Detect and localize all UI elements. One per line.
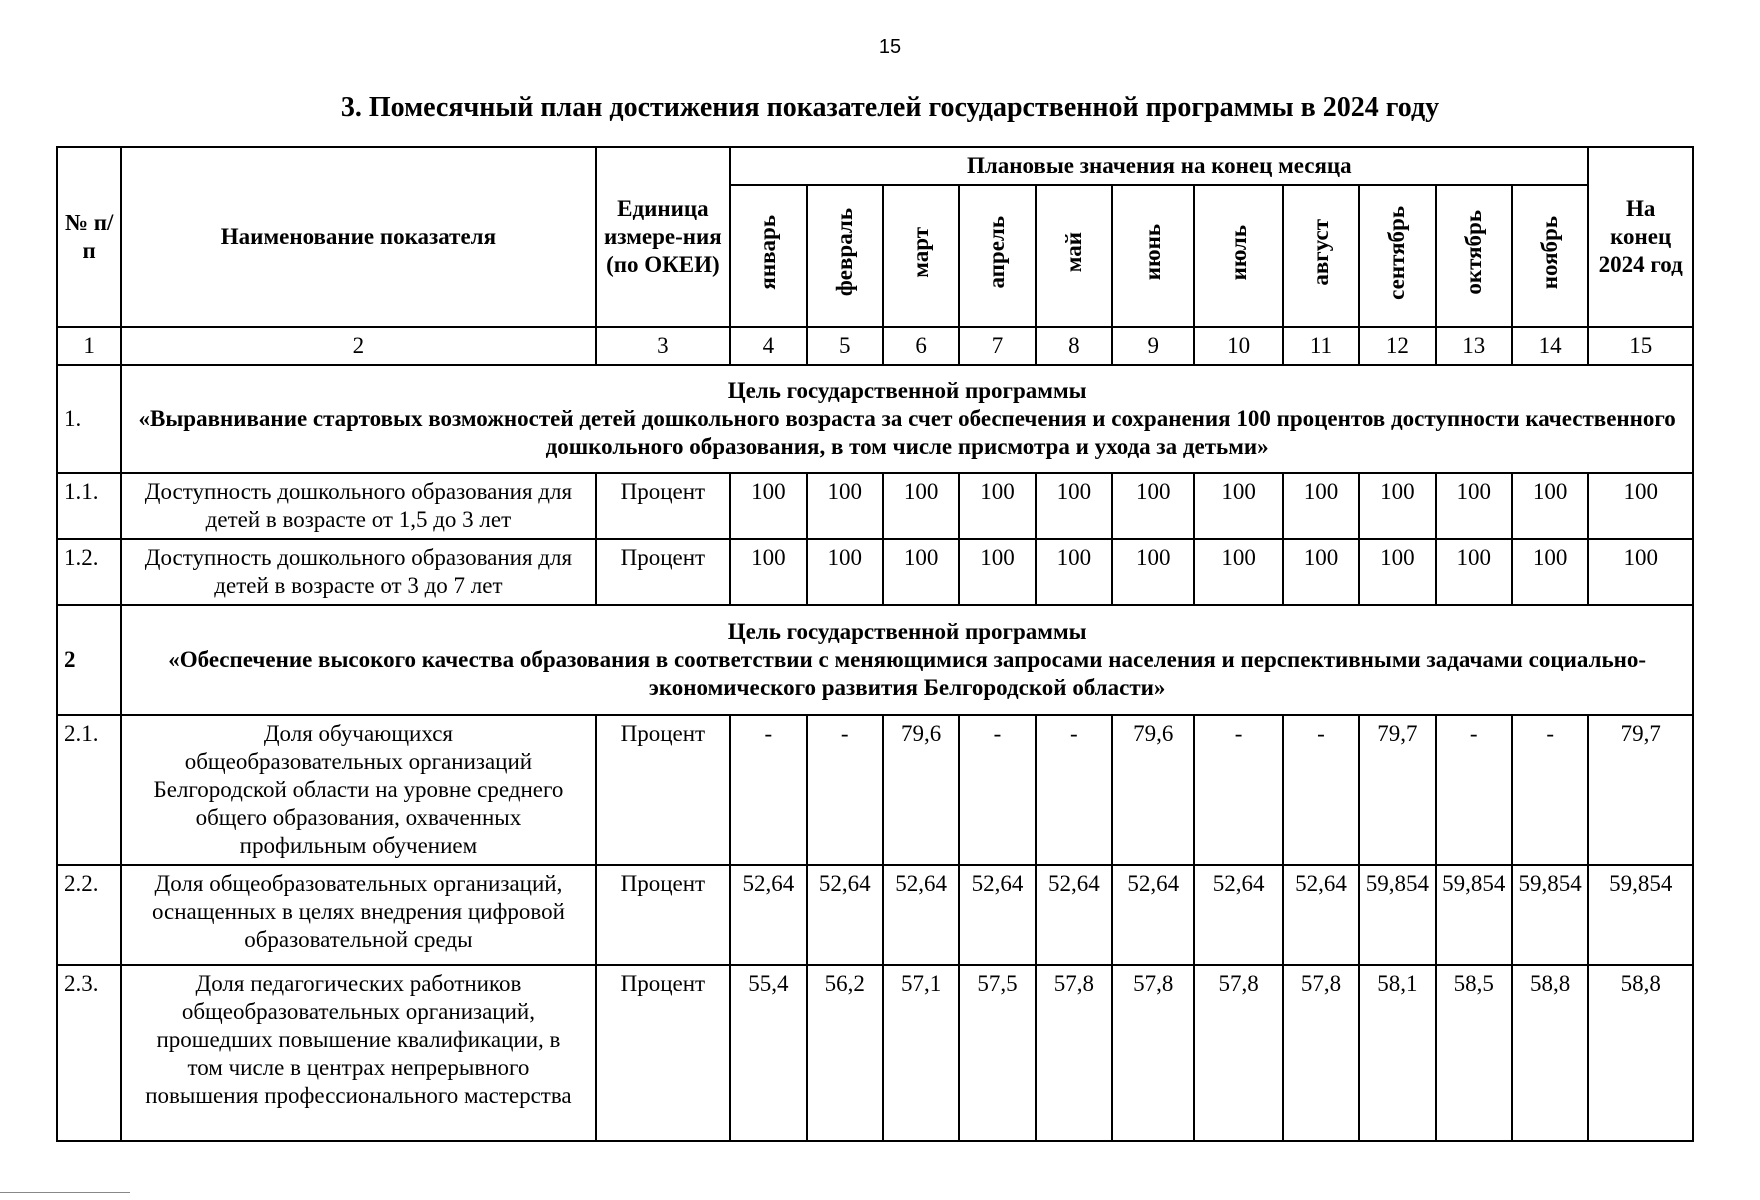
month-value: 57,8 [1194, 965, 1282, 1141]
month-label: февраль [831, 208, 857, 297]
month-value: 100 [1194, 539, 1282, 605]
row-number: 2.3. [57, 965, 121, 1141]
month-label: август [1307, 219, 1333, 286]
month-value: 57,8 [1036, 965, 1112, 1141]
indicators-table [56, 146, 1694, 1142]
goal-number: 2 [57, 605, 121, 715]
unit-cell: Процент [596, 539, 731, 605]
month-value: 100 [959, 539, 1035, 605]
month-value: 100 [1436, 539, 1512, 605]
month-value: 52,64 [1194, 865, 1282, 965]
month-value: 100 [1436, 473, 1512, 539]
month-value: 100 [1112, 539, 1194, 605]
month-value: 100 [1036, 473, 1112, 539]
column-index: 8 [1036, 327, 1112, 365]
header-row [57, 147, 1693, 185]
month-value: 52,64 [883, 865, 959, 965]
month-header [1036, 185, 1112, 327]
month-value: 100 [1112, 473, 1194, 539]
table-row [57, 965, 1693, 1141]
end-year-value: 79,7 [1588, 715, 1693, 865]
end-year-value: 59,854 [1588, 865, 1693, 965]
month-value: 52,64 [959, 865, 1035, 965]
goal-heading [121, 365, 1693, 473]
row-number: 1.1. [57, 473, 121, 539]
month-value: 59,854 [1436, 865, 1512, 965]
unit-cell: Процент [596, 865, 731, 965]
unit-cell: Процент [596, 965, 731, 1141]
month-header [807, 185, 883, 327]
indicator-name: Доля педагогических работников общеобразовательных организаций, прошедших повышение квалификации, в том числе в центрах непрерывного повышения профессионального мастерства [121, 965, 595, 1141]
month-value: 56,2 [807, 965, 883, 1141]
month-value: 59,854 [1512, 865, 1589, 965]
month-header [730, 185, 806, 327]
month-value: 79,6 [1112, 715, 1194, 865]
month-header [959, 185, 1035, 327]
column-index: 15 [1588, 327, 1693, 365]
goal-number: 1. [57, 365, 121, 473]
goal-text: «Выравнивание стартовых возможностей детей дошкольного возраста за счет обеспечения и сохранения 100 процентов доступности качественного дошкольного образования, в том числе присмотра и ухода за детьми» [138, 406, 1676, 459]
month-header [1194, 185, 1282, 327]
header-plan-group: Плановые значения на конец месяца [730, 147, 1588, 185]
month-value: 100 [807, 473, 883, 539]
table-row [57, 539, 1693, 605]
goal-row [57, 365, 1693, 473]
month-value: 52,64 [730, 865, 806, 965]
month-value: - [1036, 715, 1112, 865]
table-row [57, 865, 1693, 965]
goal-heading [121, 605, 1693, 715]
month-label: июль [1225, 224, 1251, 281]
month-value: 57,8 [1283, 965, 1359, 1141]
month-value: 59,854 [1359, 865, 1435, 965]
month-label: май [1060, 232, 1086, 273]
month-label: июнь [1140, 224, 1166, 281]
column-index: 11 [1283, 327, 1359, 365]
month-value: 100 [1283, 473, 1359, 539]
end-year-value: 100 [1588, 473, 1693, 539]
month-value: 52,64 [1036, 865, 1112, 965]
column-index: 7 [959, 327, 1035, 365]
header-name: Наименование показателя [121, 147, 595, 327]
indicator-name: Доступность дошкольного образования для детей в возрасте от 3 до 7 лет [121, 539, 595, 605]
month-value: - [1194, 715, 1282, 865]
month-value: 58,5 [1436, 965, 1512, 1141]
column-index: 5 [807, 327, 883, 365]
indicator-name: Доля обучающихся общеобразовательных организаций Белгородской области на уровне среднего общего образования, охваченных профильным обучением [121, 715, 595, 865]
month-header [1283, 185, 1359, 327]
header-unit: Единица измере-ния (по ОКЕИ) [596, 147, 731, 327]
month-value: 79,7 [1359, 715, 1435, 865]
row-number: 2.2. [57, 865, 121, 965]
unit-cell: Процент [596, 715, 731, 865]
column-index-row [57, 327, 1693, 365]
indicator-name: Доля общеобразовательных организаций, оснащенных в целях внедрения цифровой образовательной среды [121, 865, 595, 965]
month-header [883, 185, 959, 327]
end-year-value: 100 [1588, 539, 1693, 605]
month-value: 100 [883, 473, 959, 539]
month-header [1512, 185, 1589, 327]
month-value: - [1512, 715, 1589, 865]
month-value: 79,6 [883, 715, 959, 865]
month-value: 100 [1512, 473, 1589, 539]
footer-divider [0, 1192, 130, 1193]
table-row [57, 715, 1693, 865]
end-year-value: 58,8 [1588, 965, 1693, 1141]
month-header [1112, 185, 1194, 327]
column-index: 1 [57, 327, 121, 365]
month-value: - [730, 715, 806, 865]
month-label: апрель [984, 216, 1010, 289]
goal-label: Цель государственной программы [727, 619, 1087, 644]
month-value: 57,5 [959, 965, 1035, 1141]
header-num: № п/п [57, 147, 121, 327]
goal-label: Цель государственной программы [727, 378, 1087, 403]
month-value: - [807, 715, 883, 865]
month-value: - [959, 715, 1035, 865]
goal-row [57, 605, 1693, 715]
month-value: - [1283, 715, 1359, 865]
month-header [1359, 185, 1435, 327]
month-value: 100 [1283, 539, 1359, 605]
table-row [57, 473, 1693, 539]
month-value: 57,1 [883, 965, 959, 1141]
month-label: октябрь [1460, 210, 1486, 295]
column-index: 14 [1512, 327, 1589, 365]
month-value: 100 [807, 539, 883, 605]
goal-text: «Обеспечение высокого качества образования в соответствии с меняющимися запросами населения и перспективными задачами социально-экономического развития Белгородской области» [168, 647, 1647, 700]
month-label: ноябрь [1537, 215, 1563, 290]
month-value: 100 [1036, 539, 1112, 605]
header-end-year: На конец 2024 год [1588, 147, 1693, 327]
column-index: 12 [1359, 327, 1435, 365]
month-label: сентябрь [1384, 205, 1410, 300]
month-value: 55,4 [730, 965, 806, 1141]
month-label: март [908, 227, 934, 278]
month-value: 100 [1194, 473, 1282, 539]
month-value: 100 [1359, 539, 1435, 605]
column-index: 4 [730, 327, 806, 365]
column-index: 6 [883, 327, 959, 365]
month-value: 100 [730, 473, 806, 539]
month-value: 100 [1512, 539, 1589, 605]
unit-cell: Процент [596, 473, 731, 539]
page-number: 15 [878, 36, 902, 58]
column-index: 2 [121, 327, 595, 365]
month-value: 58,8 [1512, 965, 1589, 1141]
column-index: 10 [1194, 327, 1282, 365]
month-value: 57,8 [1112, 965, 1194, 1141]
month-value: 100 [959, 473, 1035, 539]
month-value: 100 [883, 539, 959, 605]
indicator-name: Доступность дошкольного образования для детей в возрасте от 1,5 до 3 лет [121, 473, 595, 539]
column-index: 9 [1112, 327, 1194, 365]
month-value: 52,64 [1283, 865, 1359, 965]
document-title: 3. Помесячный план достижения показателей государственной программы в 2024 году [340, 92, 1440, 123]
row-number: 1.2. [57, 539, 121, 605]
row-number: 2.1. [57, 715, 121, 865]
column-index: 3 [596, 327, 731, 365]
month-value: 52,64 [807, 865, 883, 965]
month-value: 52,64 [1112, 865, 1194, 965]
month-value: 100 [1359, 473, 1435, 539]
month-value: - [1436, 715, 1512, 865]
month-value: 100 [730, 539, 806, 605]
column-index: 13 [1436, 327, 1512, 365]
month-header [1436, 185, 1512, 327]
month-label: январь [755, 215, 781, 290]
month-value: 58,1 [1359, 965, 1435, 1141]
